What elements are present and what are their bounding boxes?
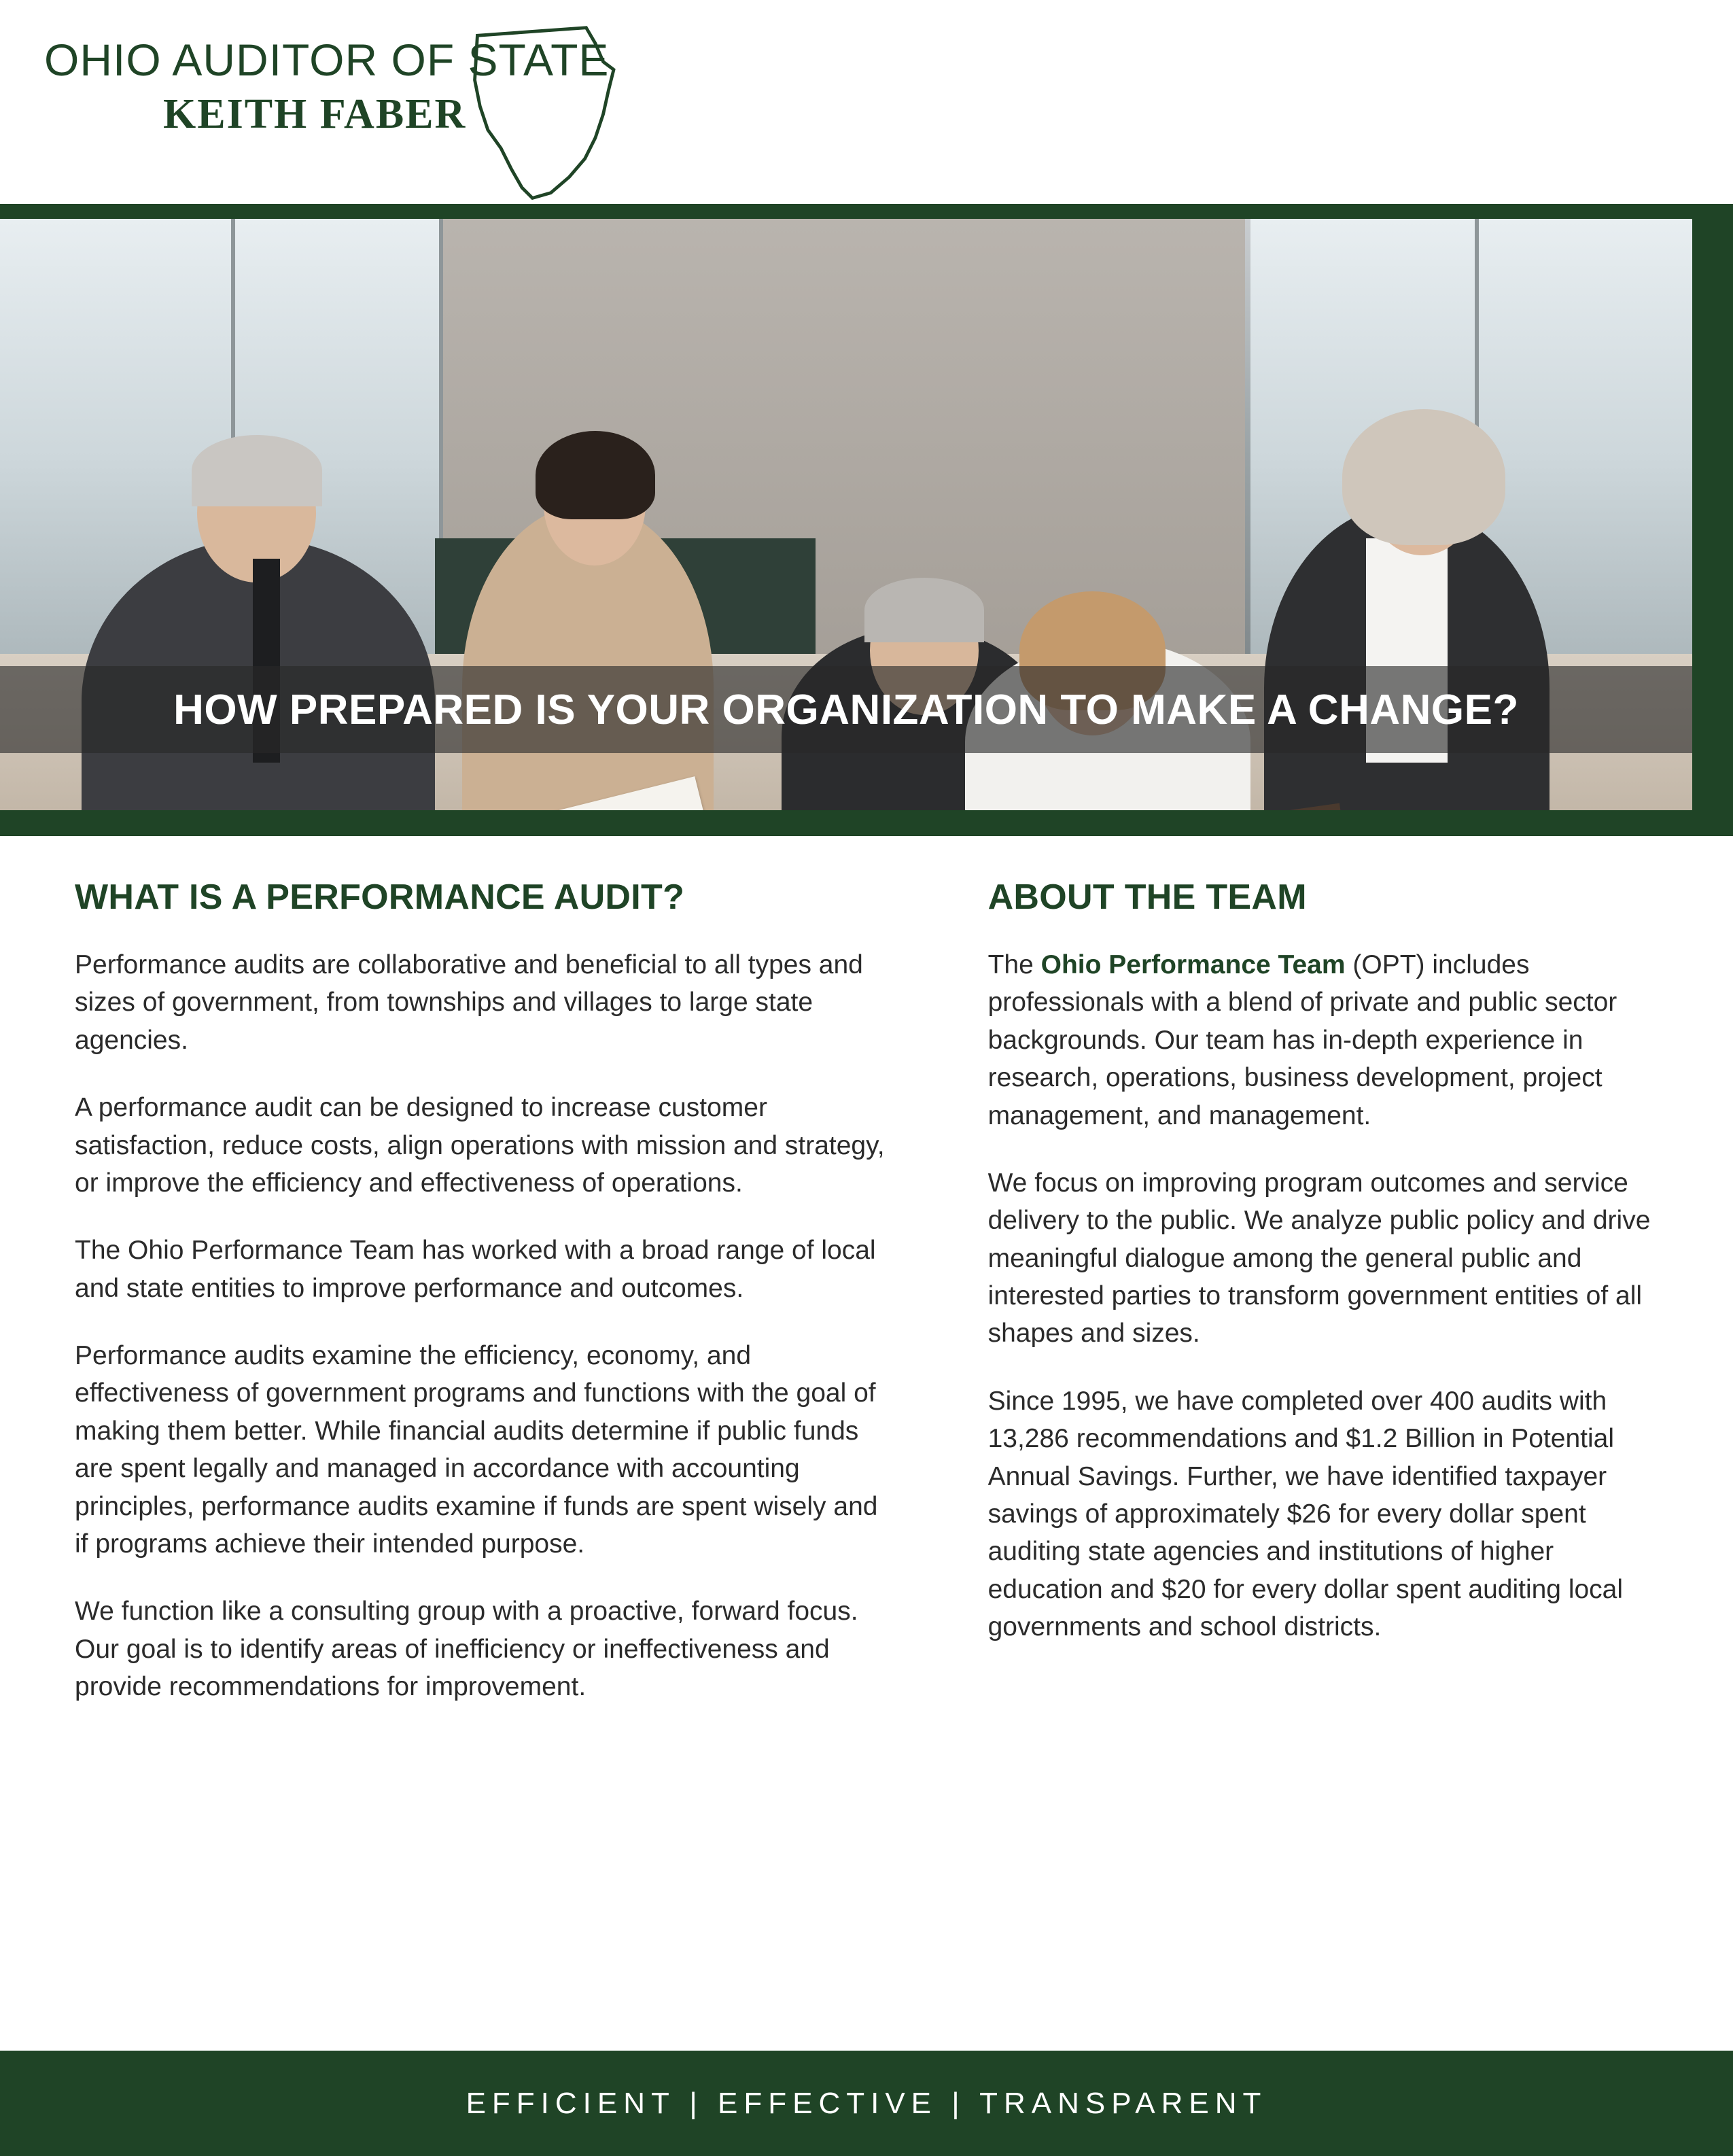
- left-paragraph-1: Performance audits are collaborative and beneficial to all types and sizes of government, from townships and villages to large state agencies.: [75, 950, 863, 1055]
- hero-title: HOW PREPARED IS YOUR ORGANIZATION TO MAKE A CHANGE?: [173, 686, 1519, 733]
- right-column: [988, 877, 1658, 1705]
- hero-banner: [0, 204, 1733, 836]
- left-paragraph-2: A performance audit can be designed to increase customer satisfaction, reduce costs, align operations with mission and strategy, or improve the efficiency and effectiveness of operations.: [75, 1093, 885, 1198]
- left-paragraph-3: The Ohio Performance Team has worked with a broad range of local and state entities to improve performance and outcomes.: [75, 1236, 876, 1303]
- left-column: [75, 877, 886, 1705]
- agency-logo: [37, 19, 649, 189]
- page-footer: [0, 2051, 1733, 2156]
- footer-tagline: EFFICIENT | EFFECTIVE | TRANSPARENT: [466, 2086, 1267, 2120]
- logo-primary-text: OHIO AUDITOR OF STATE: [44, 35, 610, 85]
- right-paragraph-3: Since 1995, we have completed over 400 audits with 13,286 recommendations and $1.2 Billion in Potential Annual Savings. Further, we have identified taxpayer savings of approximately $26 for every dollar spent auditing state agencies and institutions of higher education and $20 for every dollar spent auditing local governments and school districts.: [987, 1386, 1624, 1641]
- logo-secondary-text: KEITH FABER: [163, 91, 467, 137]
- left-column-heading: WHAT IS A PERFORMANCE AUDIT?: [75, 877, 685, 917]
- intro-suffix: (OPT) includes professionals with a blend of private and public sector backgrounds. Our team has in-depth experience in research, operations, business development, project management, and management.: [987, 950, 1617, 1130]
- page-header: [0, 0, 1733, 204]
- ohio-state-outline-icon: [445, 22, 635, 206]
- right-paragraph-2: We focus on improving program outcomes and service delivery to the public. We analyze public policy and drive meaningful dialogue among the general public and interested parties to transform government entities of all shapes and sizes.: [987, 1168, 1651, 1349]
- main-content: [0, 836, 1733, 1705]
- right-column-heading: ABOUT THE TEAM: [987, 877, 1307, 917]
- intro-prefix: The: [987, 950, 1041, 979]
- left-paragraph-4: Performance audits examine the efficiency, economy, and effectiveness of government programs and functions with the goal of making them better. While financial audits determine if public funds are spent legally and managed in accordance with accounting principles, performance audits examine if funds are spent wisely and if programs achieve their intended purpose.: [75, 1341, 878, 1559]
- right-paragraph-intro: [988, 946, 1658, 1134]
- opt-team-name: Ohio Performance Team: [1040, 950, 1346, 979]
- left-paragraph-5: We function like a consulting group with a proactive, forward focus. Our goal is to identify areas of inefficiency or ineffectiveness and provide recommendations for improvement.: [75, 1597, 858, 1701]
